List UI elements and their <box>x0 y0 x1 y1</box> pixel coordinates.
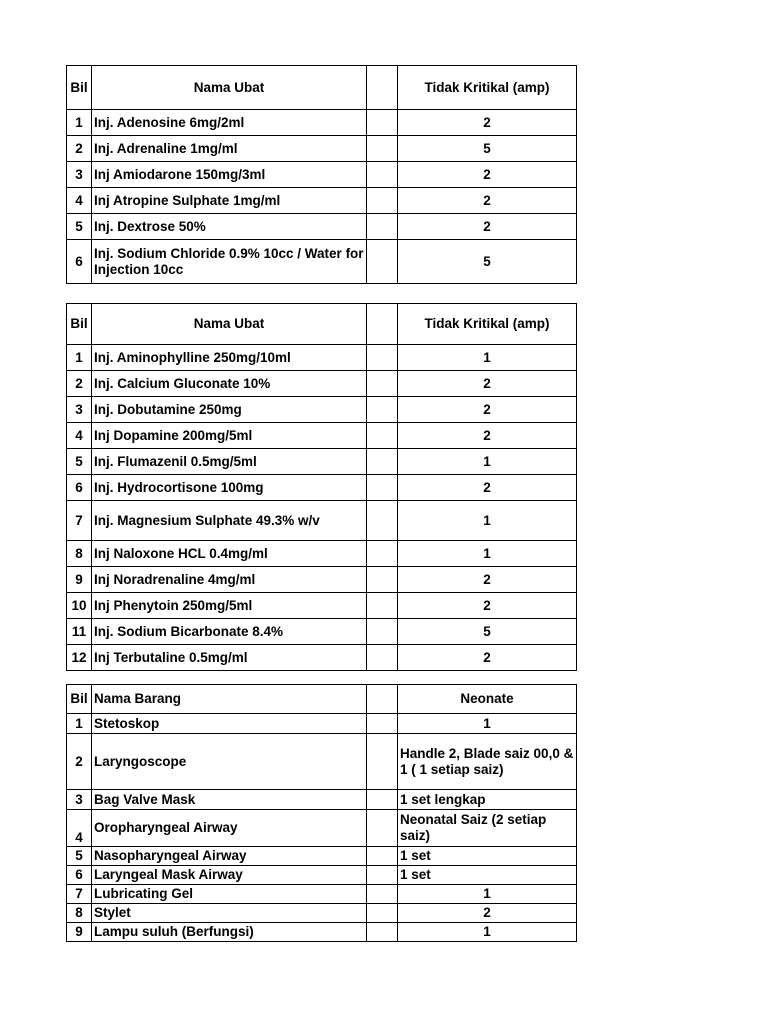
table-row <box>67 397 577 423</box>
header-blank <box>367 66 398 110</box>
table-row <box>67 371 577 397</box>
row-bil: 7 <box>67 885 92 904</box>
row-value: 1 set <box>398 866 577 885</box>
row-name: Inj Naloxone HCL 0.4mg/ml <box>92 541 367 567</box>
row-name: Inj Terbutaline 0.5mg/ml <box>92 645 367 671</box>
table-row <box>67 136 577 162</box>
row-name: Inj. Aminophylline 250mg/10ml <box>92 345 367 371</box>
row-name: Inj Dopamine 200mg/5ml <box>92 423 367 449</box>
row-blank <box>367 567 398 593</box>
row-blank <box>367 619 398 645</box>
table-row <box>67 790 577 810</box>
row-blank <box>367 790 398 810</box>
row-value: 2 <box>398 475 577 501</box>
row-blank <box>367 714 398 734</box>
row-bil: 3 <box>67 162 92 188</box>
row-name: Inj Noradrenaline 4mg/ml <box>92 567 367 593</box>
row-blank <box>367 240 398 284</box>
table-row <box>67 714 577 734</box>
row-blank <box>367 904 398 923</box>
row-value: 1 <box>398 885 577 904</box>
table-row <box>67 810 577 847</box>
header-blank <box>367 304 398 345</box>
row-blank <box>367 371 398 397</box>
table-row <box>67 162 577 188</box>
row-name: Inj. Flumazenil 0.5mg/5ml <box>92 449 367 475</box>
table-row <box>67 923 577 942</box>
row-bil: 9 <box>67 923 92 942</box>
row-name: Nasopharyngeal Airway <box>92 847 367 866</box>
row-bil: 3 <box>67 790 92 810</box>
table-row <box>67 240 577 284</box>
row-name: Inj. Sodium Chloride 0.9% 10cc / Water for Injection 10cc <box>92 240 367 284</box>
table-row <box>67 110 577 136</box>
row-blank <box>367 475 398 501</box>
row-value: 5 <box>398 136 577 162</box>
row-value: 1 <box>398 345 577 371</box>
row-blank <box>367 501 398 541</box>
row-name: Bag Valve Mask <box>92 790 367 810</box>
row-blank <box>367 345 398 371</box>
table-row <box>67 501 577 541</box>
table-row <box>67 866 577 885</box>
row-value: 2 <box>398 162 577 188</box>
header-value: Tidak Kritikal (amp) <box>398 66 577 110</box>
row-name: Inj Amiodarone 150mg/3ml <box>92 162 367 188</box>
row-name: Inj. Adrenaline 1mg/ml <box>92 136 367 162</box>
row-bil: 4 <box>67 810 92 847</box>
row-blank <box>367 449 398 475</box>
header-value: Neonate <box>398 685 577 714</box>
table-header-row <box>67 685 577 714</box>
row-bil: 5 <box>67 449 92 475</box>
row-name: Inj Atropine Sulphate 1mg/ml <box>92 188 367 214</box>
row-bil: 10 <box>67 593 92 619</box>
row-name: Inj. Hydrocortisone 100mg <box>92 475 367 501</box>
header-bil: Bil <box>67 66 92 110</box>
table-row <box>67 188 577 214</box>
row-blank <box>367 136 398 162</box>
table-equipment <box>66 684 577 942</box>
row-blank <box>367 734 398 790</box>
row-bil: 6 <box>67 475 92 501</box>
header-name: Nama Barang <box>92 685 367 714</box>
row-value: 2 <box>398 567 577 593</box>
row-value: 2 <box>398 423 577 449</box>
row-bil: 1 <box>67 345 92 371</box>
row-name: Inj. Calcium Gluconate 10% <box>92 371 367 397</box>
row-blank <box>367 810 398 847</box>
row-name: Inj Phenytoin 250mg/5ml <box>92 593 367 619</box>
row-bil: 5 <box>67 214 92 240</box>
row-bil: 2 <box>67 136 92 162</box>
row-bil: 8 <box>67 904 92 923</box>
row-blank <box>367 645 398 671</box>
row-name: Lubricating Gel <box>92 885 367 904</box>
row-value: 5 <box>398 240 577 284</box>
table-drugs-1 <box>66 65 577 284</box>
row-name: Inj. Sodium Bicarbonate 8.4% <box>92 619 367 645</box>
row-blank <box>367 593 398 619</box>
header-value: Tidak Kritikal (amp) <box>398 304 577 345</box>
row-blank <box>367 923 398 942</box>
row-bil: 12 <box>67 645 92 671</box>
table-row <box>67 449 577 475</box>
header-bil: Bil <box>67 304 92 345</box>
row-bil: 8 <box>67 541 92 567</box>
row-value: 1 <box>398 541 577 567</box>
table-row <box>67 475 577 501</box>
table-row <box>67 214 577 240</box>
row-value: 2 <box>398 110 577 136</box>
row-name: Laryngoscope <box>92 734 367 790</box>
row-blank <box>367 541 398 567</box>
table-row <box>67 541 577 567</box>
row-bil: 6 <box>67 240 92 284</box>
row-bil: 1 <box>67 714 92 734</box>
row-blank <box>367 847 398 866</box>
row-value: 2 <box>398 188 577 214</box>
row-value: 1 <box>398 449 577 475</box>
header-blank <box>367 685 398 714</box>
row-bil: 5 <box>67 847 92 866</box>
row-value: 1 <box>398 501 577 541</box>
row-name: Inj. Magnesium Sulphate 49.3% w/v <box>92 501 367 541</box>
row-name: Inj. Adenosine 6mg/2ml <box>92 110 367 136</box>
row-value: 2 <box>398 593 577 619</box>
row-blank <box>367 162 398 188</box>
row-blank <box>367 423 398 449</box>
table-row <box>67 345 577 371</box>
table-row <box>67 645 577 671</box>
row-name: Oropharyngeal Airway <box>92 810 367 847</box>
table-row <box>67 567 577 593</box>
row-bil: 2 <box>67 371 92 397</box>
row-value: 2 <box>398 397 577 423</box>
row-blank <box>367 188 398 214</box>
table-row <box>67 847 577 866</box>
header-bil: Bil <box>67 685 92 714</box>
row-value: 1 <box>398 714 577 734</box>
table-row <box>67 423 577 449</box>
row-value: 1 set lengkap <box>398 790 577 810</box>
row-blank <box>367 214 398 240</box>
row-bil: 4 <box>67 188 92 214</box>
row-bil: 4 <box>67 423 92 449</box>
table-row <box>67 734 577 790</box>
row-bil: 6 <box>67 866 92 885</box>
row-blank <box>367 397 398 423</box>
row-name: Stetoskop <box>92 714 367 734</box>
table-header-row <box>67 304 577 345</box>
row-name: Lampu suluh (Berfungsi) <box>92 923 367 942</box>
row-name: Inj. Dextrose 50% <box>92 214 367 240</box>
table-row <box>67 619 577 645</box>
row-bil: 7 <box>67 501 92 541</box>
row-bil: 2 <box>67 734 92 790</box>
table-drugs-2 <box>66 303 577 671</box>
row-value: 2 <box>398 904 577 923</box>
table-row <box>67 593 577 619</box>
row-value: 1 <box>398 923 577 942</box>
row-blank <box>367 885 398 904</box>
row-bil: 9 <box>67 567 92 593</box>
row-value: 2 <box>398 371 577 397</box>
row-name: Stylet <box>92 904 367 923</box>
table-row <box>67 904 577 923</box>
row-value: Handle 2, Blade saiz 00,0 & 1 ( 1 setiap saiz) <box>398 734 577 790</box>
row-name: Inj. Dobutamine 250mg <box>92 397 367 423</box>
row-value: Neonatal Saiz (2 setiap saiz) <box>398 810 577 847</box>
row-bil: 11 <box>67 619 92 645</box>
row-value: 5 <box>398 619 577 645</box>
table-row <box>67 885 577 904</box>
row-blank <box>367 110 398 136</box>
row-bil: 1 <box>67 110 92 136</box>
header-name: Nama Ubat <box>92 66 367 110</box>
row-value: 2 <box>398 214 577 240</box>
row-name: Laryngeal Mask Airway <box>92 866 367 885</box>
header-name: Nama Ubat <box>92 304 367 345</box>
row-value: 1 set <box>398 847 577 866</box>
row-bil: 3 <box>67 397 92 423</box>
table-header-row <box>67 66 577 110</box>
row-blank <box>367 866 398 885</box>
row-value: 2 <box>398 645 577 671</box>
